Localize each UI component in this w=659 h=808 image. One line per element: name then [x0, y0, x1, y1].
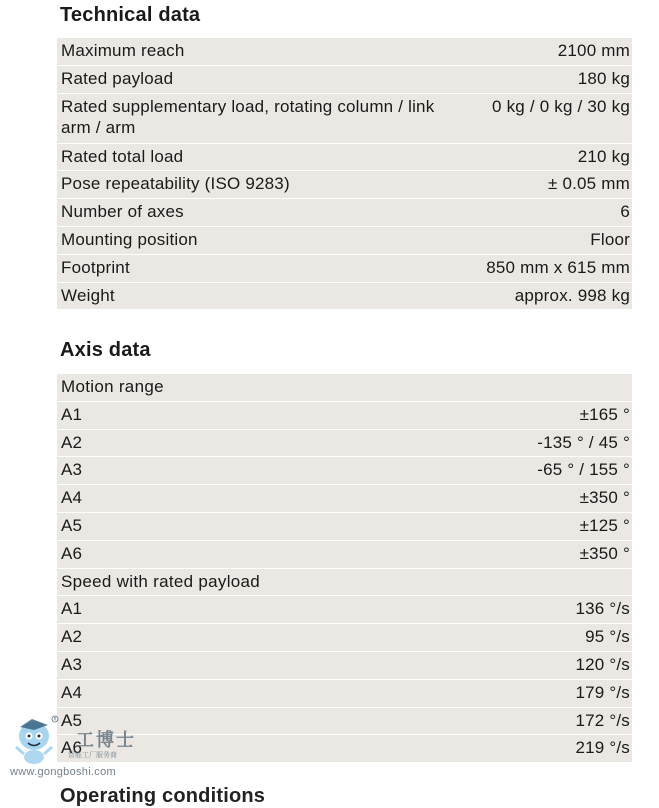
table-row [57, 652, 632, 680]
svg-text:R: R [53, 716, 57, 722]
axis-label: A5 [61, 515, 83, 535]
table-row [57, 283, 632, 311]
axis-label: A3 [61, 460, 83, 480]
axis-label: A2 [61, 627, 83, 647]
table-row [57, 144, 632, 172]
axis-label: A6 [61, 543, 83, 563]
row-label: Number of axes [61, 202, 184, 222]
row-value: 850 mm x 615 mm [486, 257, 630, 277]
axis-value: -135 ° / 45 ° [537, 432, 630, 452]
table-row [57, 541, 632, 569]
table-row [57, 708, 632, 736]
table-row [57, 457, 632, 485]
axis-value: ±350 ° [579, 543, 630, 563]
watermark-url: www.gongboshi.com [10, 766, 116, 778]
row-label: Rated total load [61, 146, 184, 166]
axis-value: -65 ° / 155 ° [537, 460, 630, 480]
table-row [57, 402, 632, 430]
axis-data-title: Axis data [60, 339, 151, 361]
group-row-motion-range [57, 374, 632, 402]
axis-value: 219 °/s [575, 738, 630, 758]
row-value: 210 kg [577, 146, 630, 166]
group-row-speed [57, 569, 632, 597]
table-row [57, 430, 632, 458]
axis-value: ±125 ° [579, 515, 630, 535]
axis-value: 95 °/s [585, 627, 630, 647]
watermark-brand: 工博士 [76, 730, 136, 751]
table-row [57, 596, 632, 624]
row-label: Maximum reach [61, 41, 185, 60]
watermark-subtitle: 智能工厂服务商 [68, 752, 117, 759]
table-row [57, 255, 632, 283]
table-row [57, 171, 632, 199]
axis-label: A5 [61, 710, 83, 730]
group-label: Speed with rated payload [61, 571, 261, 591]
group-label: Motion range [61, 377, 164, 396]
row-label: Mounting position [61, 229, 198, 249]
axis-label: A3 [61, 654, 83, 674]
axis-label: A1 [61, 404, 83, 424]
technical-data-title: Technical data [60, 4, 201, 26]
axis-data-table [57, 374, 632, 763]
axis-value: 136 °/s [575, 599, 630, 619]
row-value: Floor [590, 229, 630, 249]
row-value: 180 kg [577, 68, 630, 88]
table-row [57, 485, 632, 513]
row-label: Pose repeatability (ISO 9283) [61, 174, 290, 194]
axis-label: A1 [61, 599, 83, 619]
row-value: 0 kg / 0 kg / 30 kg [492, 96, 630, 116]
table-row [57, 513, 632, 541]
table-row [57, 680, 632, 708]
row-value: 6 [620, 202, 630, 222]
axis-value: ±350 ° [579, 488, 630, 508]
table-row [57, 66, 632, 94]
watermark-logo [8, 712, 138, 782]
row-value: 2100 mm [557, 41, 630, 60]
axis-value: 120 °/s [575, 654, 630, 674]
axis-label: A4 [61, 488, 83, 508]
axis-label: A6 [61, 738, 83, 758]
operating-conditions-title: Operating conditions [60, 785, 266, 807]
table-row [57, 624, 632, 652]
axis-value: ±165 ° [579, 404, 630, 424]
mascot-icon [10, 714, 66, 766]
row-value: ± 0.05 mm [548, 174, 630, 194]
table-row [57, 199, 632, 227]
row-label: Rated supplementary load, rotating column / link arm / arm [61, 96, 435, 137]
table-row [57, 227, 632, 255]
axis-value: 179 °/s [575, 682, 630, 702]
technical-data-table [57, 38, 632, 310]
row-label: Weight [61, 285, 115, 305]
axis-label: A4 [61, 682, 83, 702]
table-row [57, 94, 632, 144]
row-label: Footprint [61, 257, 130, 277]
table-row [57, 735, 632, 763]
axis-value: 172 °/s [575, 710, 630, 730]
table-row [57, 38, 632, 66]
row-label: Rated payload [61, 68, 174, 88]
axis-label: A2 [61, 432, 83, 452]
row-value: approx. 998 kg [514, 285, 630, 305]
